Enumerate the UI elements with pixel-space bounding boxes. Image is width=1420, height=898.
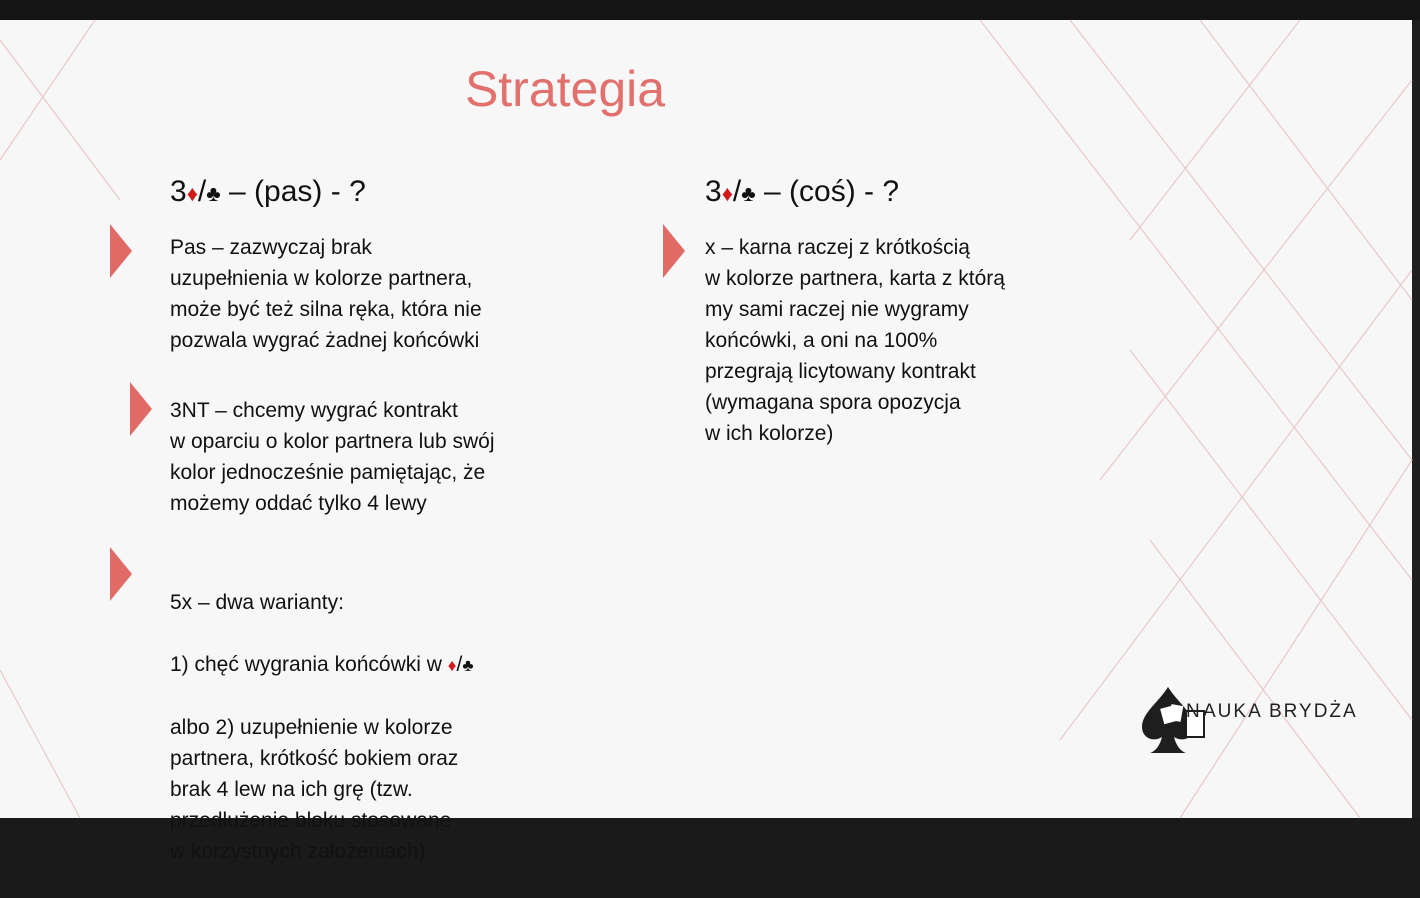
slide-title: Strategia bbox=[464, 61, 666, 117]
bullet-arrow-icon bbox=[110, 224, 132, 278]
right-heading bbox=[705, 175, 899, 209]
top-bar bbox=[0, 0, 1420, 20]
diamond-icon: ♦ bbox=[721, 181, 733, 206]
item-line bbox=[170, 649, 473, 681]
item-rest: albo 2) uzupełnienie w kolorze partnera, krótkość bokiem oraz brak 4 lew na ich grę (tzw. przedłużenie bloku stosowane w korzystnych założeniach) bbox=[170, 716, 459, 863]
item-line: 5x – dwa warianty: bbox=[170, 591, 344, 614]
club-icon: ♣ bbox=[206, 181, 221, 206]
left-item-3 bbox=[170, 556, 473, 898]
logo-letter: N bbox=[1186, 701, 1200, 722]
logo-text: AUKA BRYDŻA bbox=[1203, 701, 1358, 722]
heading-suffix: – (pas) - ? bbox=[220, 175, 366, 208]
heading-suffix: – (coś) - ? bbox=[755, 175, 900, 208]
heading-number: 3 bbox=[705, 175, 722, 208]
heading-number: 3 bbox=[170, 175, 187, 208]
item-text: 1) chęć wygrania końcówki w bbox=[170, 653, 448, 676]
slide bbox=[0, 20, 1412, 863]
right-item-1: x – karna raczej z krótkością w kolorze partnera, karta z którą my sami raczej nie wygramy końcówki, a oni na 100% przegrają licytowany kontrakt (wymagana spora opozycja w ich kolorze) bbox=[705, 236, 1005, 445]
bullet-arrow-icon bbox=[130, 382, 152, 436]
heading-separator: / bbox=[197, 175, 207, 208]
right-edge bbox=[1412, 20, 1420, 818]
diamond-icon: ♦ bbox=[447, 656, 457, 675]
bullet-arrow-icon bbox=[110, 547, 132, 601]
left-item-2: 3NT – chcemy wygrać kontrakt w oparciu o kolor partnera lub swój kolor jednocześnie pamiętając, że możemy oddać tylko 4 lewy bbox=[170, 399, 495, 515]
heading-separator: / bbox=[732, 175, 742, 208]
left-item-1: Pas – zazwyczaj brak uzupełnienia w kolorze partnera, może być też silna ręka, która nie pozwala wygrać żadnej końcówki bbox=[170, 236, 482, 352]
diamond-icon: ♦ bbox=[186, 181, 198, 206]
left-heading bbox=[170, 175, 366, 209]
club-icon: ♣ bbox=[741, 181, 756, 206]
item-separator: / bbox=[456, 653, 463, 676]
bullet-arrow-icon bbox=[663, 224, 685, 278]
club-icon: ♣ bbox=[462, 656, 474, 675]
